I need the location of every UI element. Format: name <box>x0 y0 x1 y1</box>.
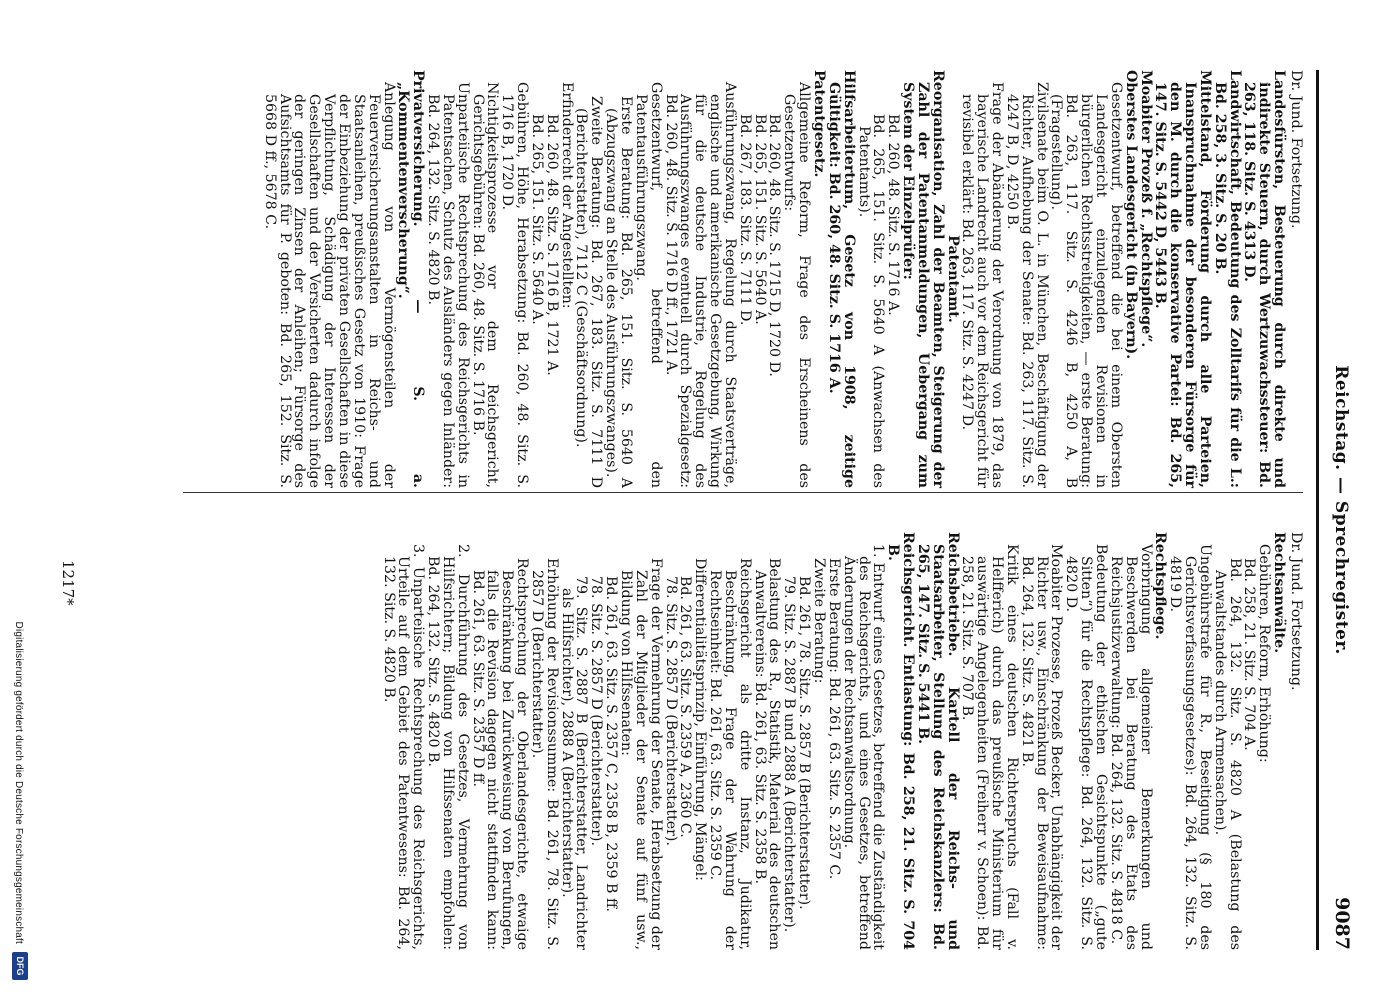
running-title: Reichstag. — Sprechregister. <box>1331 365 1351 655</box>
register-entry: Frage der Abänderung der Verordnung von 1879, das bayerische Landrecht auch vor dem Reichsgericht für revisibel erklärt: Bd. 263, 117. Sitz. S. 4247 D. <box>959 82 1006 488</box>
register-entry: Bd. 260, 48. Sitz. S. 1716 A. <box>885 114 902 316</box>
register-entry: Kritik eines deutschen Richterspruchs (Fall v. Helfferich) durch das preußische Ministerium für auswärtige Angelegenheiten (Freiherr v. Schoen): Bd. 258, 21. Sitz. S. 707 B. <box>959 544 1020 950</box>
register-entry: Ausführungszwang, Regelung durch Staatsverträge, englische und amerikanische Gesetzgebung, Wirkung für die deutsche Industrie, Regelung des Ausführungszwanges eventuell durch Spezialgesetz: Bd. 260, 48. Sitz. S. 1716 D ff., 1721 A. <box>662 82 738 488</box>
digitization-footer <box>6 20 30 980</box>
register-entry: Vorbringung allgemeiner Bemerkungen und Beschwerden bei Beratung des Etats des Reichsjustizverwaltung: Bd. 264, 132. Sitz. S. 4818 C. <box>1107 544 1154 950</box>
register-entry: Gebühren, Reform, Erhöhung: <box>1256 544 1273 763</box>
register-entry: Rechtsprechung der Oberlandesgerichte, etwaige Beschränkung bei Zurückweisung von Berufungen, falls die Revision dagegen nicht stattfinden kann: Bd. 261, 63. Sitz. S. 2357 D ff. <box>469 558 531 950</box>
register-entry: Bd. 265, 151. Sitz. S. 5640 A (Anwachsen des Patentamts). <box>855 114 887 488</box>
register-entry: Frage der Vermehrung der Senate, Herabsetzung der Zahl der Mitglieder der Senate auf fünf usw., Bildung von Hilfssenaten: <box>618 558 664 950</box>
register-entry: Bd. 258, 21. Sitz. S. 704 A. <box>1241 558 1258 751</box>
register-entry: Bd. 265, 151. Sitz. S. 5640 A. <box>751 114 768 325</box>
register-entry: Gesetzentwurf, betreffend die bei einem Obersten Landesgericht einzulegenden Revisionen in bürgerlichen Rechtsstreitigkeiten, — erste Beratung: Bd. 263, 117. Sitz. S. 4246 B, 4250 A, B (Fragestellung). <box>1048 82 1124 488</box>
register-entry: 3. Unparteiische Rechtsprechung des Reichsgerichts, Urteile auf dem Gebiet des Patentwesens: Bd. 264, 132. Sitz. S. 4820 B. <box>380 544 427 950</box>
register-entry: Zivilsenate beim O. L. in München, Beschäftigung der Richter, Aufhebung der Senate: Bd. 263, 117. Sitz. S. 4247 B, D, 4250 B. <box>1003 82 1050 488</box>
register-entry: Moabiter Prozesse, Prozeß Becker, Unabhängigkeit der Richter usw., Einschränkung der Beweisaufnahme: Bd. 264, 132. Sitz. S. 4821 B. <box>1018 544 1065 950</box>
register-entry: Anlegung von Vermögensteilen der Feuerversicherungsanstalten in Reichs- und Staatsanleihen, preußisches Gesetz von 1910: Frage der Einbeziehung der privaten Gesellschaften in diese Verpflichtung, Schädigung der Interessen der Gesellschaften und der Versicherten dadurch infolge der geringen Zinsen der Anleihen; Fürsorge des Aufsichtsamts für P. geboten: Bd. 265, 152. Sitz. S. 5668 D ff., 5678 C. <box>261 82 397 488</box>
register-entry: Bd. 261, 63. Sitz. S. 2357 C, 2358 B, 2359 B ff. <box>603 576 620 913</box>
page-header <box>1316 70 1353 950</box>
register-entry: Privatversicherung. — S. a. „Kommentenverscherung“. <box>395 70 427 488</box>
register-entry: Rechtsanwälte. <box>1271 532 1288 654</box>
register-entry: Moabiter Prozeß f. „Rechtspflege“. <box>1137 70 1154 348</box>
register-entry: Ungebührstrafe für R., Beseitigung (§ 180 des Gerichtsverfassungsgesetzes): Bd. 264, 132. Sitz. S. 4819 D. <box>1167 544 1213 950</box>
bottom-page-number: 1217* <box>59 560 77 606</box>
register-entry: Bd. 261, 78. Sitz. S. 2857 B (Berichterstatter). <box>796 576 813 910</box>
register-entry: Reorganisation, Zahl der Beamten, Steigerung der Zahl der Patentanmeldungen, Uebergang zum System der Einzelprüfer: <box>900 70 946 488</box>
register-entry: Differentialitätsprinzip, Einführung, Mängel: <box>692 558 709 881</box>
register-entry: 79. Sitz. S. 2887 B (Berichterstatter, Landrichter als Hilfsrichter), 2888 A (Berichterstatter). <box>558 576 590 950</box>
register-entry: Reichsgericht als dritte Instanz, Judikatur, Beschränkung, Frage der Wahrung der Rechtseinheit: Bd. 261, 63. Sitz. S. 2359 C. <box>707 558 753 950</box>
register-entry: Landwirtschaft, Bedeutung des Zolltarifs für die L.: Bd. 258, 3. Sitz. S. 20 B. <box>1211 70 1243 488</box>
register-entry: Bd. 260, 48. Sitz. S. 1715 D, 1720 D. <box>766 114 783 377</box>
register-entry: Rechtspflege. <box>1152 532 1169 640</box>
dfg-logo-icon: DFG <box>12 952 28 980</box>
register-entry: Dr. Jund. Fortsetzung. <box>1288 70 1304 229</box>
register-entry: Mittelstand, Förderung durch alle Parteien, Inanspruchnahme der besonderen Fürsorge für den M. durch die konservative Partei: Bd. 265, 147. Sitz. S. 5442 D, 5443 B. <box>1152 70 1213 488</box>
register-entry: Gesetzentwurf, betreffend den Patentausführungszwang. <box>632 82 664 488</box>
register-entry: Allgemeine Reform, Frage des Erscheinens des Gesetzentwurfs: <box>781 82 813 488</box>
register-entry: 1. Entwurf eines Gesetzes, betreffend die Zuständigkeit des Reichsgerichts, und eines Gesetzes, betreffend Änderungen der Rechtsanwaltsordnung. <box>840 544 887 950</box>
register-entry: Gebühren, Höhe, Herabsetzung: Bd. 260, 48. Sitz. S. 1716 B, 1720 D. <box>499 82 531 488</box>
register-entry: 2. Durchführung des Gesetzes, Vermehrung von Hilfsrichtern; Bildung von Hilfssenaten empfohlen: Bd. 264, 132. Sitz. S. 4820 B. <box>425 544 471 950</box>
register-entry: Landesfürsten, Besteuerung durch direkte und indirekte Steuern, durch Wertzuwachssteuer: Bd. 263, 118. Sitz. S. 4313 D. <box>1241 70 1288 488</box>
register-entry: Bd. 267, 183. Sitz. S. 7111 D. <box>736 114 753 326</box>
register-entry: Zweite Beratung: Bd. 267, 183. Sitz. S. 7111 D (Berichterstatter), 7112 C (Geschäftsordnung). <box>573 96 605 488</box>
register-entry: Erste Beratung: Bd. 261, 63. Sitz. S. 2357 C. <box>825 558 842 880</box>
register-entry: Zweite Beratung: <box>811 558 827 684</box>
left-column <box>53 70 1303 488</box>
register-entry: Nichtigkeitsprozesse vor dem Reichsgericht, Gerichtsgebühren: Bd. 260, 48. Sitz. S. 1716 B. <box>469 82 501 488</box>
register-entry: Oberstes Landesgericht (in Bayern). <box>1122 70 1139 360</box>
register-entry: Bd. 261, 63. Sitz. S. 2359 A, 2360 C. <box>677 576 694 838</box>
register-entry: Belastung des R., Statistik, Material des deutschen Anwaltvereins: Bd. 261, 63. Sitz. S. 2358 B. <box>751 558 783 950</box>
register-entry: Bedeutung der ethischen Gesichtspunkte („gute Sitten“) für die Rechtspflege: Bd. 264, 132. Sitz. S. 4820 D. <box>1063 544 1110 950</box>
register-entry: Patentamt. <box>944 235 961 323</box>
register-entry: Bd. 264, 132. Sitz. S. 4820 A (Belastung des Anwaltstandes durch Armensachen). <box>1211 558 1243 950</box>
header-page-number: 9087 <box>1331 897 1353 950</box>
column-divider <box>183 492 1303 493</box>
register-entry: 79. Sitz. S. 2887 B und 2888 A (Berichterstatter). <box>781 576 798 933</box>
register-entry: Erhöhung der Revisionssumme: Bd. 261, 78. Sitz. S. 2857 D (Berichterstatter). <box>528 558 560 950</box>
register-entry: Patentgesetz. <box>811 70 827 178</box>
register-entry: Bd. 265, 151. Sitz. S. 5640 A. <box>528 114 545 325</box>
register-entry: Reichsgericht. Entlastung: Bd. 258, 21. Sitz. S. 704 B. <box>885 532 917 950</box>
right-column <box>53 532 1303 950</box>
register-entry: Erste Beratung: Bd. 265, 151. Sitz. S. 5640 A (Abzugszwang an Stelle des Ausführungszwanges). <box>603 96 635 488</box>
register-entry: Unparteiische Rechtsprechung des Reichsgerichts in Patentsachen, Schutz des Ausländers gegen Inländer: Bd. 264, 132. Sitz. S. 4820 B. <box>425 82 471 488</box>
register-entry: Erfinderrecht der Angestellten: <box>558 82 575 309</box>
footer-credit: Digitalisierung gefördert durch die Deutsche Forschungsgemeinschaft <box>13 621 24 944</box>
register-entry: 78. Sitz. S. 2857 D (Berichterstatter). <box>662 576 679 846</box>
register-entry: Bd. 260, 48. Sitz. S. 1716 B, 1721 A. <box>543 114 560 376</box>
register-entry: 78. Sitz. S. 2857 D (Berichterstatter). <box>588 576 605 846</box>
register-entry: Dr. Jund. Fortsetzung. <box>1288 532 1304 691</box>
register-entry: Reichsbetriebe. Kartell der Reichs- und Staatsarbeiter, Stellung des Reichskanzlers: Bd. 265, 147. Sitz. S. 5441 B. <box>914 532 961 950</box>
register-entry: Hilfsarbeitertum, Gesetz von 1908, zeitige Gültigkeit: Bd. 260, 48. Sitz. S. 1716 A. <box>825 70 857 488</box>
